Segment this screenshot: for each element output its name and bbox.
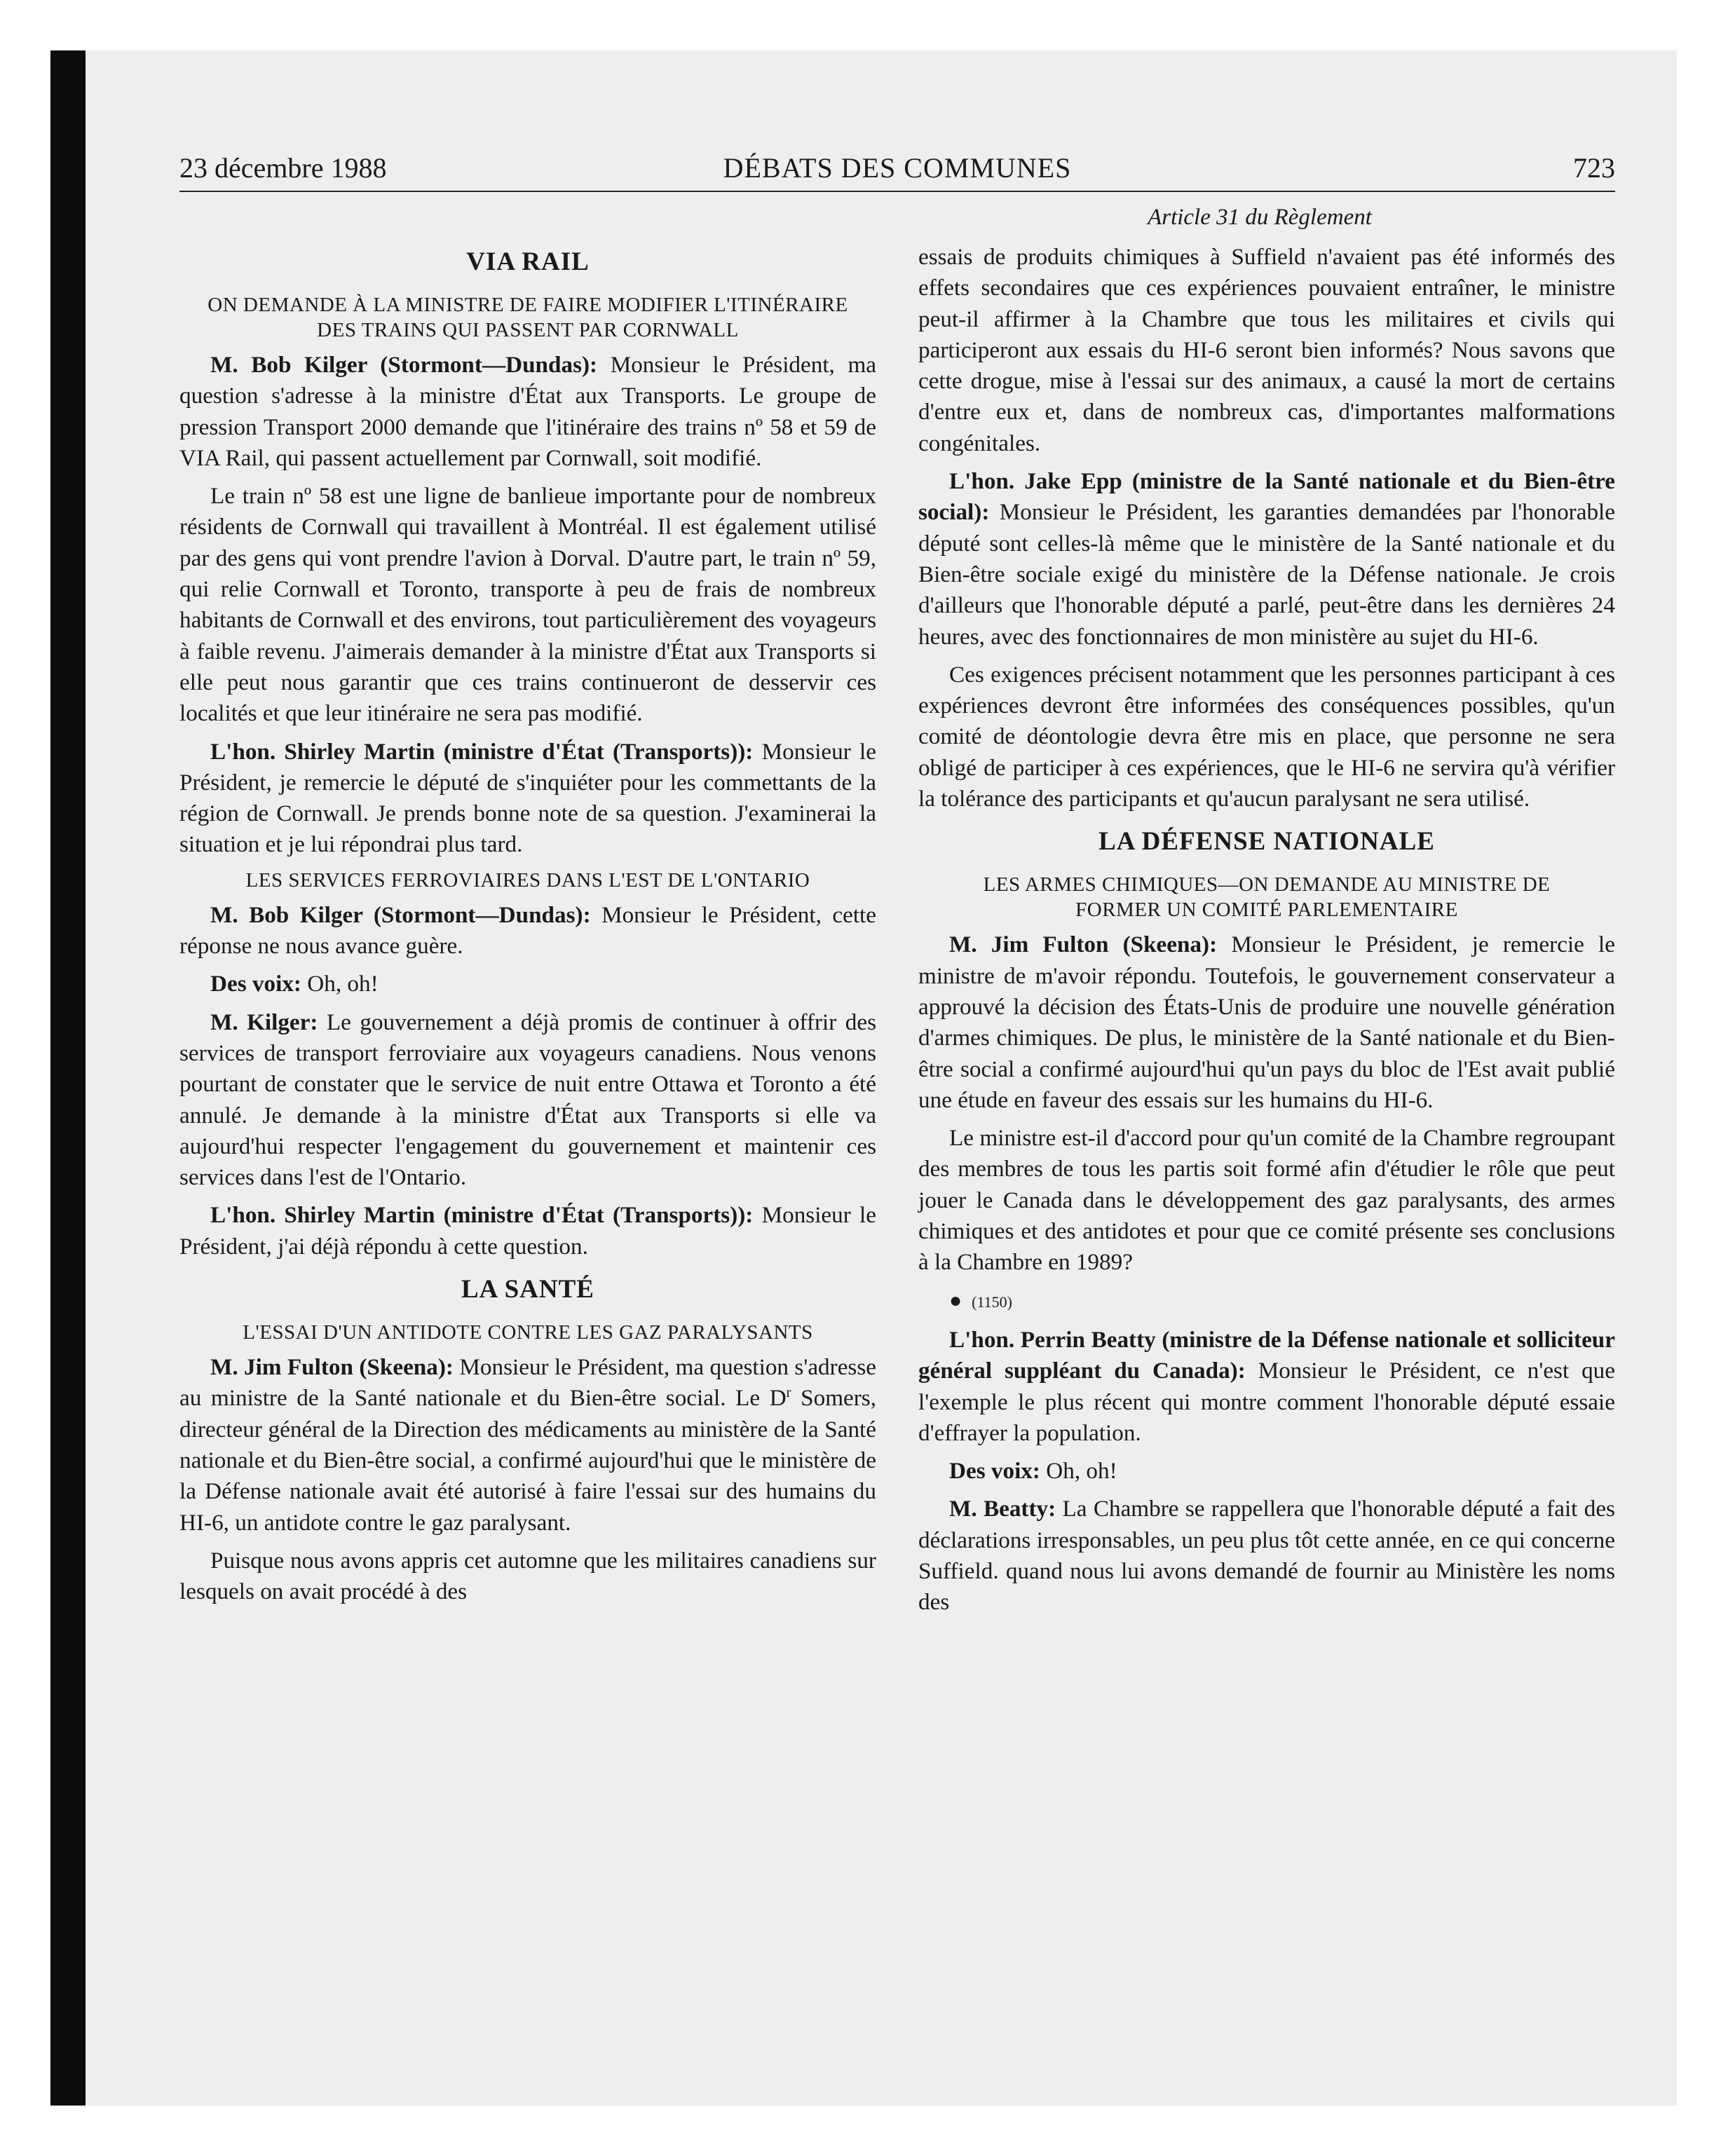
speaker-name: Des voix:: [949, 1458, 1040, 1485]
superscript: r: [786, 1385, 791, 1401]
bullet-icon: ●: [949, 1288, 962, 1312]
binding-edge: [50, 50, 86, 2106]
paragraph: Le train nº 58 est une ligne de banlieue importante pour de nombreux résidents de Cornwall qui travaillent à Montréal. Il est également utilisé par des gens qui vont prendre l'avion à Dorval. D'autre part, le train nº 59, qui relie Cornwall et Toronto, transporte à peu de frais de nombreux habitants de Cornwall et des environs, tout particulièrement des voyageurs à faible revenu. J'aimerais demander à la ministre d'État aux Transports si elle peut nous garantir que ces trains continueront de desservir ces localités et que leur itinéraire ne sera pas modifié.: [179, 483, 876, 727]
topic-heading-itineraire: ON DEMANDE À LA MINISTRE DE FAIRE MODIFIER L'ITINÉRAIRE DES TRAINS QUI PASSENT PAR CORNWALL: [207, 294, 848, 341]
paragraph: [918, 1456, 1615, 1487]
paragraph: [918, 1494, 1615, 1618]
section-title-sante: LA SANTÉ: [461, 1275, 594, 1304]
topic-heading-antidote: L'ESSAI D'UN ANTIDOTE CONTRE LES GAZ PARALYSANTS: [243, 1321, 813, 1344]
page-number: 723: [1573, 152, 1615, 184]
paragraph-text: Monsieur le Président, je remercie le ministre de m'avoir répondu. Toutefois, le gouvernement conservateur a approuvé la décision des États-Unis de produire une nouvelle génération d'armes chimiques. De plus, le ministère de la Santé nationale et du Bien-être social a confirmé aujourd'hui qu'un pays du bloc de l'Est avait publié une étude en faveur des essais sur les humains du HI-6.: [918, 932, 1615, 1113]
speaker-name: Des voix:: [210, 971, 301, 997]
speaker-name: L'hon. Shirley Martin (ministre d'État (Transports)):: [210, 1202, 754, 1229]
time-marker: [918, 1285, 1615, 1318]
speaker-name: L'hon. Perrin Beatty (ministre de la Défense nationale et solliciteur général suppléant du Canada):: [918, 1326, 1615, 1384]
paragraph: [179, 1200, 876, 1262]
section-title-via-rail: VIA RAIL: [466, 247, 590, 276]
section-title-defense: LA DÉFENSE NATIONALE: [1098, 827, 1435, 857]
topic-heading-armes-chimiques: LES ARMES CHIMIQUES—ON DEMANDE AU MINISTRE DE FORMER UN COMITÉ PARLEMENTAIRE: [983, 873, 1551, 922]
paragraph-text: Monsieur le Président, je remercie le député de s'inquiéter pour les commettants de la région de Cornwall. Je prends bonne note de sa question. J'examinerai la situation et je lui répondrai plus tard.: [179, 738, 876, 858]
topic-heading-services-ferroviaires: LES SERVICES FERROVIAIRES DANS L'EST DE L'ONTARIO: [245, 868, 810, 892]
paragraph: Ces exigences précisent notamment que les personnes participant à ces expériences devront être informées des conséquences possibles, qu'un comité de déontologie devra être mis en place, que personne ne sera obligé de participer à ces expériences, que le HI-6 ne servira qu'à vérifier la tolérance des participants et qu'aucun paralysant ne sera utilisé.: [918, 661, 1615, 812]
paragraph-text: Monsieur le Président, ma question s'adresse au ministre de la Santé nationale et du Bien-être social. Le D: [179, 1354, 876, 1412]
paragraph: [179, 350, 876, 474]
paragraph: [179, 969, 876, 999]
paragraph: essais de produits chimiques à Suffield n'avaient pas été informés des effets secondaires que ces expériences pouvaient entraîner, le ministre peut-il affirmer à la Chambre que tous les militaires et civils qui participeront aux essais du HI-6 seront bien informés? Nous savons que cette drogue, mise à l'essai sur des animaux, a causé la mort de certains d'entre eux et, dans de nombreux cas, d'importantes malformations congénitales.: [918, 244, 1615, 456]
speaker-name: M. Beatty:: [949, 1496, 1056, 1522]
speaker-name: M. Jim Fulton (Skeena):: [210, 1354, 454, 1381]
paragraph: [179, 900, 876, 962]
paragraph: [918, 929, 1615, 1116]
time-marker-text: (1150): [972, 1292, 1012, 1311]
left-column: [179, 242, 876, 1614]
paragraph: Le ministre est-il d'accord pour qu'un comité de la Chambre regroupant des membres de tous les partis soit formé afin d'étudier le rôle que peut jouer le Canada dans le développement des gaz paralysants, des armes chimiques et des antidotes et pour que ce comité présente ses conclusions à la Chambre en 1989?: [918, 1125, 1615, 1276]
paragraph-text: Le gouvernement a déjà promis de continuer à offrir des services de transport ferroviaire aux voyageurs canadiens. Nous venons pourtant de constater que le service de nuit entre Ottawa et Toronto a été annulé. Je demande à la ministre d'État aux Transports si elle va aujourd'hui respecter l'engagement du gouvernement et maintenir ces services dans l'est de l'Ontario.: [179, 1009, 876, 1191]
paragraph-text: Monsieur le Président, cette réponse ne nous avance guère.: [179, 901, 876, 960]
paragraph: Puisque nous avons appris cet automne que les militaires canadiens sur lesquels on avait procédé à des: [179, 1547, 876, 1605]
paragraph-text: Monsieur le Président, j'ai déjà répondu à cette question.: [179, 1202, 876, 1260]
paragraph: [179, 1007, 876, 1194]
right-column: [918, 242, 1615, 1625]
paragraph-text: La Chambre se rappellera que l'honorable député a fait des déclarations irresponsables, un peu plus tôt cette année, en ce qui concerne Suffield. quand nous lui avons demandé de fournir au Ministère les noms des: [918, 1496, 1615, 1616]
speaker-name: L'hon. Jake Epp (ministre de la Santé nationale et du Bien-être social):: [918, 468, 1615, 526]
header-publication: DÉBATS DES COMMUNES: [723, 152, 1072, 184]
paragraph: [918, 1325, 1615, 1449]
paragraph-text: Somers, directeur général de la Direction des médicaments au ministère de la Santé nationale et du Bien-être social, a confirmé aujourd'hui que le ministère de la Défense nationale avait été autorisé à faire l'essai sur des humains du HI-6, un antidote contre le gaz paralysant.: [179, 1385, 876, 1536]
speaker-name: M. Bob Kilger (Stormont—Dundas):: [210, 901, 591, 928]
speaker-name: M. Kilger:: [210, 1009, 318, 1035]
standing-order-caption: Article 31 du Règlement: [1148, 205, 1372, 230]
paragraph-text: Monsieur le Président, ma question s'adresse à la ministre d'État aux Transports. Le groupe de pression Transport 2000 demande que l'itinéraire des trains nº 58 et 59 de VIA Rail, qui passent actuellement par Cornwall, soit modifié.: [179, 352, 876, 471]
running-header: [179, 149, 1615, 192]
paragraph-text: Monsieur le Président, les garanties demandées par l'honorable député sont celles-là même que le ministère de la Santé nationale et du Bien-être sociale exigé du ministère de la Défense nationale. Je crois d'ailleurs que l'honorable député a parlé, peut-être dans les dernières 24 heures, avec des fonctionnaires de mon ministère au sujet du HI-6.: [918, 499, 1615, 650]
paragraph-text: Monsieur le Président, ce n'est que l'exemple le plus récent qui montre comment l'honorable député essaie d'effrayer la population.: [918, 1358, 1615, 1446]
speaker-name: L'hon. Shirley Martin (ministre d'État (Transports)):: [210, 738, 754, 765]
speaker-name: M. Bob Kilger (Stormont—Dundas):: [210, 352, 598, 378]
paragraph: [179, 737, 876, 861]
speaker-name: M. Jim Fulton (Skeena):: [949, 932, 1218, 958]
header-date: 23 décembre 1988: [179, 152, 387, 184]
paragraph-text: Oh, oh!: [1040, 1458, 1117, 1485]
paragraph-text: Oh, oh!: [301, 971, 379, 997]
paragraph: [918, 466, 1615, 653]
paragraph: [179, 1352, 876, 1538]
